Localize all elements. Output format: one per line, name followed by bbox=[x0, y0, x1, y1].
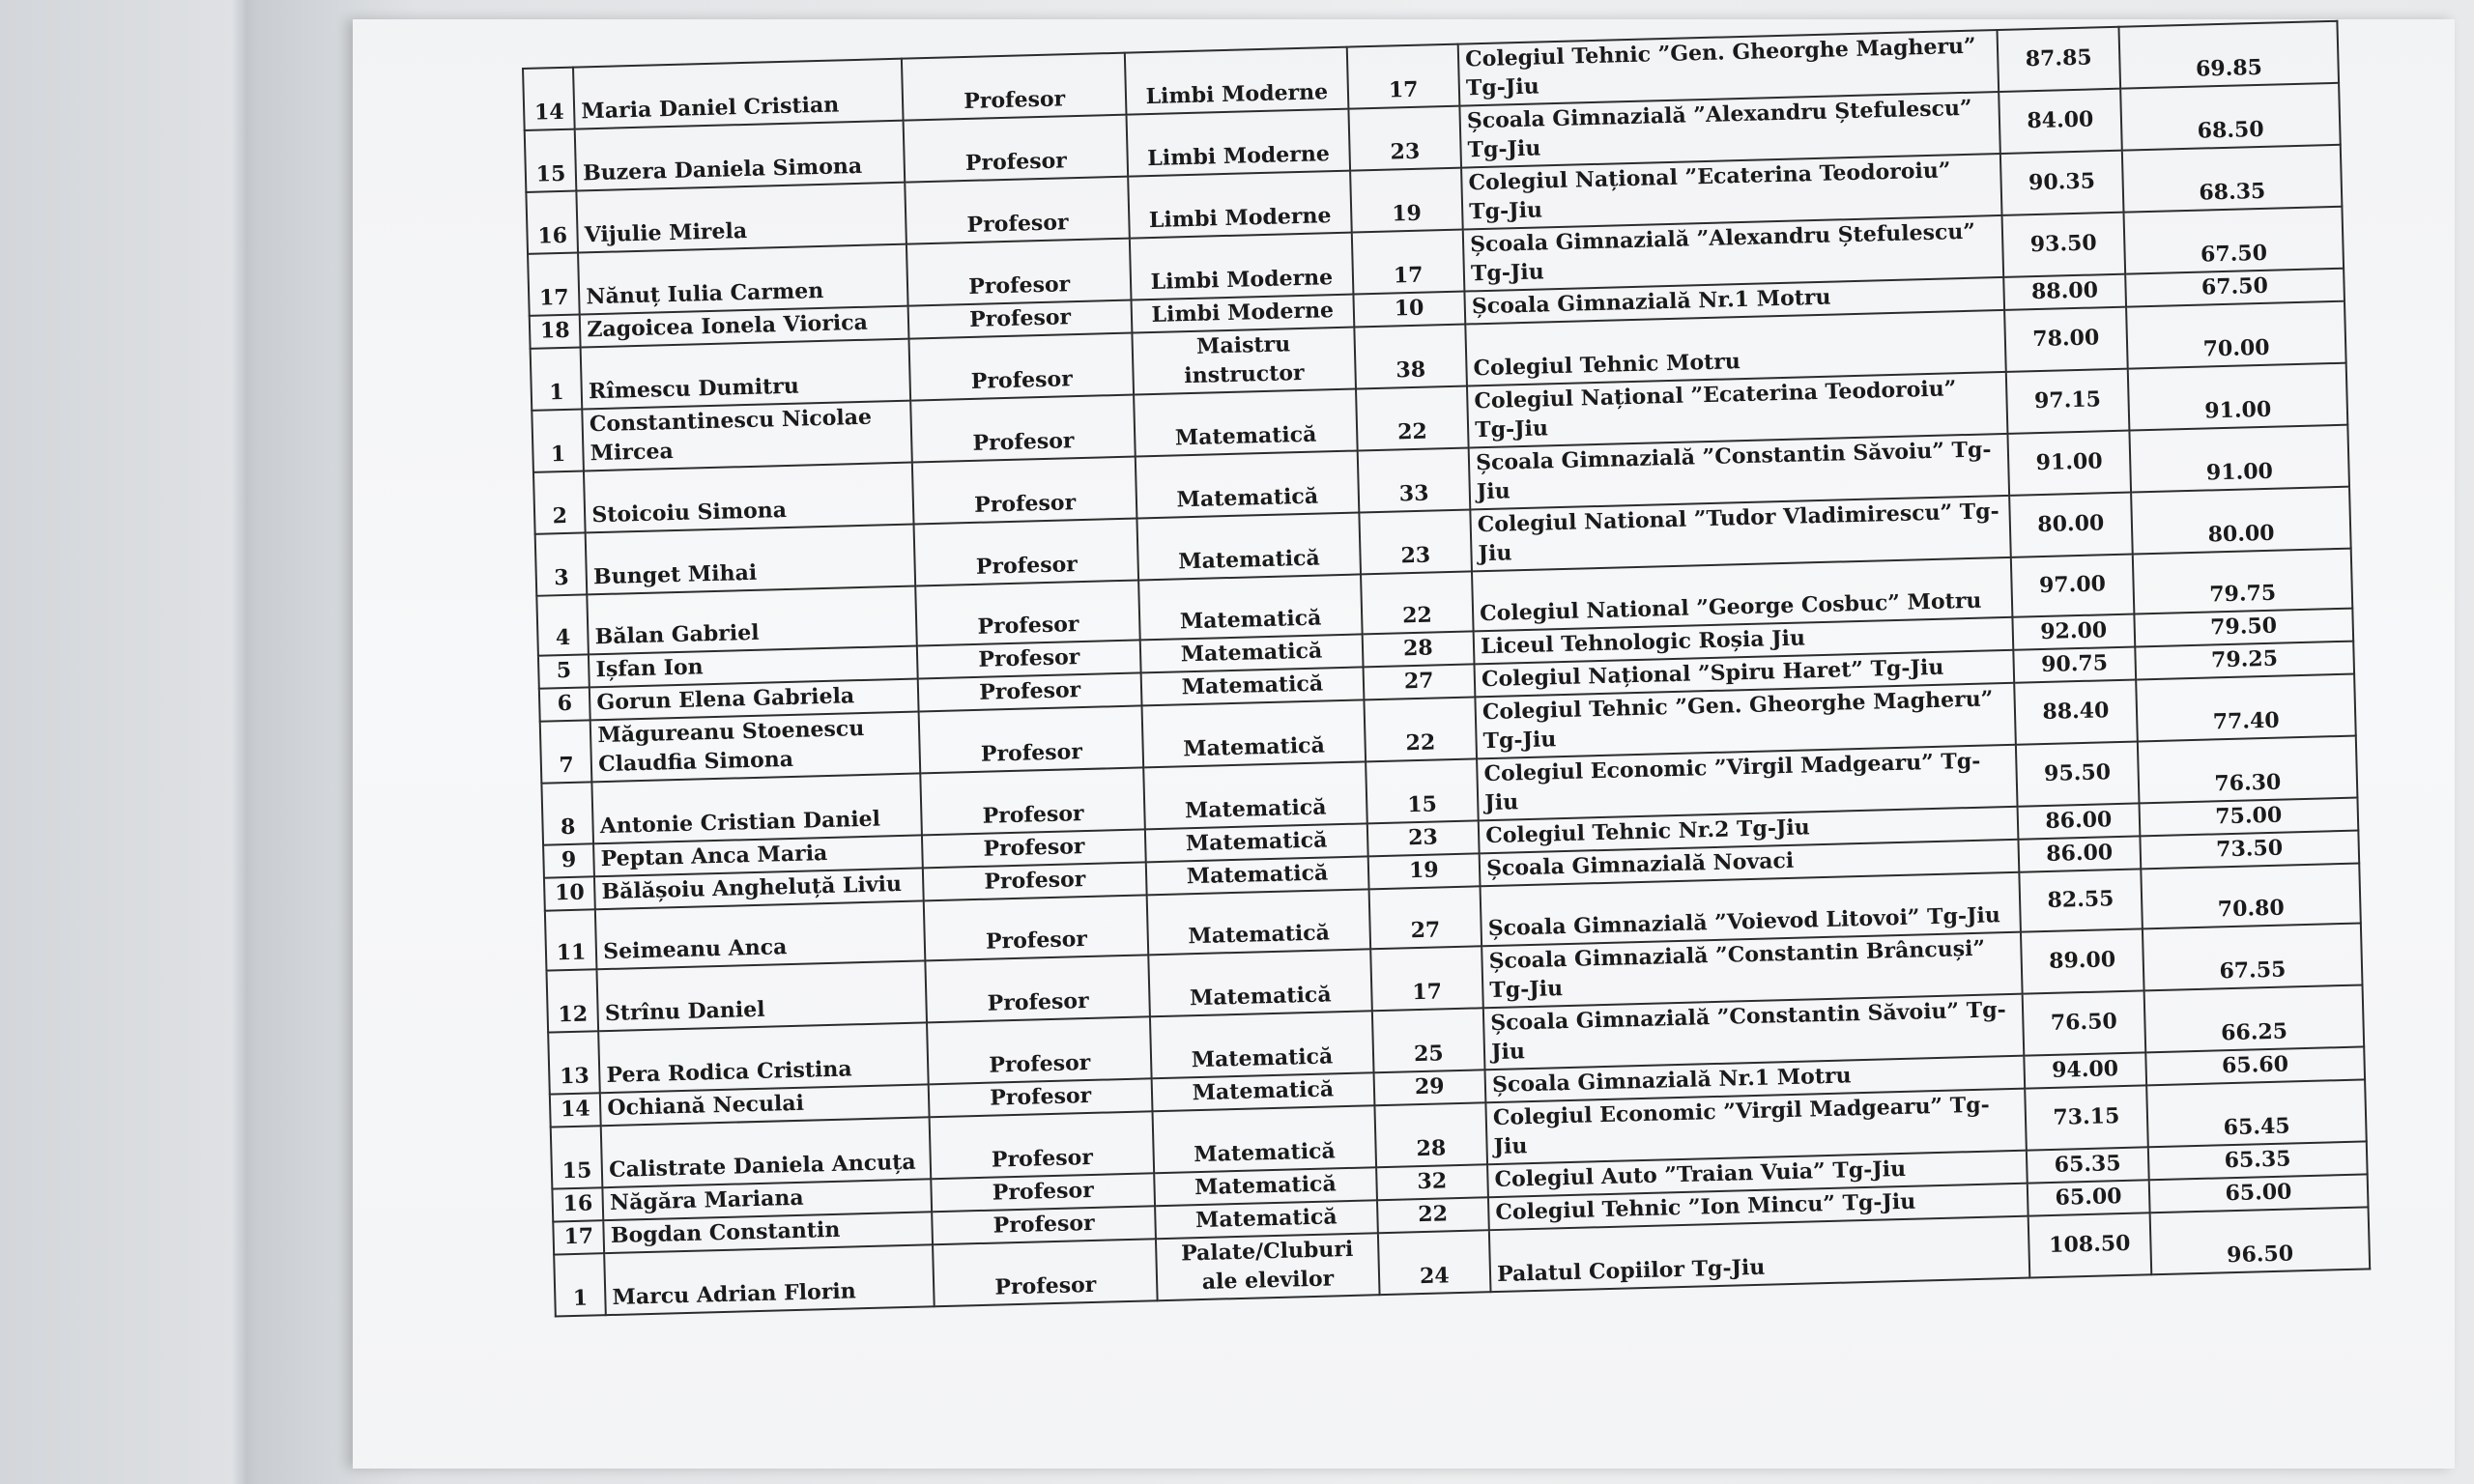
row-number: 9 bbox=[543, 843, 594, 877]
school-name: Școala Gimnazială ”Constantin Săvoiu” Tg-Jiu bbox=[1469, 434, 2009, 510]
teacher-function: Profesor bbox=[917, 640, 1141, 678]
school-name: Colegiul Tehnic Nr.2 Tg-Jiu bbox=[1479, 807, 2019, 854]
teaching-hours: 23 bbox=[1359, 509, 1472, 574]
teacher-specialty: Matematică bbox=[1153, 1105, 1376, 1173]
teaching-hours: 23 bbox=[1348, 106, 1461, 171]
score-first: 87.85 bbox=[1998, 27, 2120, 92]
teaching-hours: 32 bbox=[1376, 1164, 1488, 1200]
teacher-specialty: Matematică bbox=[1140, 634, 1363, 672]
score-first: 93.50 bbox=[2002, 213, 2125, 277]
row-number: 3 bbox=[535, 532, 588, 595]
score-first: 108.50 bbox=[2028, 1213, 2151, 1277]
teaching-hours: 28 bbox=[1374, 1102, 1487, 1167]
teacher-specialty: Matematică bbox=[1142, 699, 1366, 767]
school-name: Școala Gimnazială Novaci bbox=[1480, 840, 2020, 887]
teacher-specialty: Limbi Moderne bbox=[1132, 295, 1354, 333]
school-name: Colegiul Național ”Ecaterina Teodoroiu” Tg-Jiu bbox=[1467, 372, 2007, 448]
row-number: 14 bbox=[523, 68, 575, 130]
school-name: Școala Gimnazială ”Constantin Brâncuși” Tg-Jiu bbox=[1482, 932, 2022, 1009]
teacher-name: Constantinescu Nicolae Mircea bbox=[583, 401, 912, 471]
teacher-name: Peptan Anca Maria bbox=[593, 835, 923, 876]
teaching-hours: 19 bbox=[1367, 853, 1480, 889]
teacher-specialty: Maistru instructor bbox=[1133, 328, 1356, 395]
score-first: 76.50 bbox=[2023, 990, 2145, 1055]
teacher-results-table bbox=[522, 20, 2371, 1318]
teacher-specialty: Matematică bbox=[1141, 667, 1364, 705]
score-final: 68.50 bbox=[2120, 83, 2341, 151]
teacher-function: Profesor bbox=[910, 395, 1136, 463]
score-final: 66.25 bbox=[2143, 985, 2364, 1052]
score-first: 80.00 bbox=[2009, 493, 2132, 557]
teacher-name: Rîmescu Dumitru bbox=[581, 339, 910, 410]
school-name: Colegiul Auto ”Traian Vuia” Tg-Jiu bbox=[1487, 1151, 2028, 1198]
score-final: 77.40 bbox=[2136, 674, 2356, 742]
score-first: 84.00 bbox=[1999, 89, 2121, 154]
teacher-specialty: Matematică bbox=[1152, 1072, 1374, 1111]
row-number: 2 bbox=[533, 471, 586, 533]
teacher-name: Calistrate Daniela Ancuța bbox=[601, 1117, 931, 1187]
school-name: Liceul Tehnologic Roșia Jiu bbox=[1474, 617, 2014, 665]
teacher-name: Strînu Daniel bbox=[597, 960, 927, 1031]
score-first: 89.00 bbox=[2021, 928, 2143, 993]
score-final: 91.00 bbox=[2127, 363, 2347, 431]
teacher-name: Pera Rodica Cristina bbox=[598, 1022, 928, 1093]
school-name: Palatul Copiilor Tg-Jiu bbox=[1489, 1216, 2029, 1293]
row-number: 14 bbox=[550, 1093, 601, 1127]
score-final: 67.50 bbox=[2125, 269, 2345, 307]
score-first: 92.00 bbox=[2012, 614, 2135, 650]
teacher-function: Profesor bbox=[924, 895, 1149, 960]
school-name: Școala Gimnazială ”Alexandru Ștefulescu” Tg-Jiu bbox=[1463, 215, 2003, 292]
score-final: 65.60 bbox=[2145, 1046, 2365, 1085]
school-name: Colegiul Tehnic ”Gen. Gheorghe Magheru” Tg-Jiu bbox=[1475, 683, 2015, 759]
teacher-specialty: Matematică bbox=[1155, 1200, 1377, 1239]
teacher-function: Profesor bbox=[905, 177, 1130, 244]
teacher-specialty: Matematică bbox=[1149, 949, 1372, 1016]
teaching-hours: 22 bbox=[1364, 697, 1477, 761]
score-final: 70.80 bbox=[2141, 864, 2361, 929]
row-number: 15 bbox=[525, 129, 577, 192]
school-name: Colegiul Național ”Spiru Haret” Tg-Jiu bbox=[1475, 650, 2015, 698]
score-final: 65.35 bbox=[2148, 1141, 2368, 1180]
score-final: 68.35 bbox=[2122, 145, 2343, 213]
row-number: 17 bbox=[528, 253, 580, 316]
score-final: 67.50 bbox=[2123, 207, 2344, 274]
teacher-function: Profesor bbox=[908, 300, 1133, 339]
school-name: Colegiul Economic ”Virgil Madgearu” Tg-Jiu bbox=[1485, 1089, 2026, 1165]
score-first: 65.35 bbox=[2027, 1147, 2149, 1183]
row-number: 13 bbox=[548, 1031, 600, 1094]
teaching-hours: 27 bbox=[1363, 664, 1475, 699]
row-number: 8 bbox=[541, 782, 593, 844]
school-name: Colegiul Tehnic ”Gen. Gheorghe Magheru” Tg-Jiu bbox=[1458, 30, 1999, 106]
row-number: 15 bbox=[551, 1126, 603, 1188]
teacher-function: Profesor bbox=[914, 518, 1139, 585]
row-number: 7 bbox=[540, 720, 592, 783]
teacher-name: Bălan Gabriel bbox=[588, 586, 917, 655]
teacher-specialty: Matematică bbox=[1146, 856, 1368, 895]
teacher-specialty: Matematică bbox=[1136, 451, 1359, 519]
teaching-hours: 25 bbox=[1371, 1008, 1484, 1072]
score-final: 65.00 bbox=[2148, 1174, 2368, 1213]
teaching-hours: 17 bbox=[1370, 946, 1483, 1011]
teacher-name: Bogdan Constantin bbox=[604, 1212, 934, 1253]
teaching-hours: 24 bbox=[1377, 1230, 1490, 1295]
row-number: 1 bbox=[532, 409, 584, 471]
school-name: Școala Gimnazială ”Voievod Litovoi” Tg-Jiu bbox=[1481, 872, 2021, 947]
teaching-hours: 10 bbox=[1353, 292, 1465, 328]
score-first: 88.40 bbox=[2014, 680, 2137, 745]
teaching-hours: 22 bbox=[1361, 571, 1474, 634]
teacher-function: Profesor bbox=[902, 53, 1127, 121]
row-number: 17 bbox=[553, 1220, 604, 1254]
teacher-specialty: Limbi Moderne bbox=[1130, 233, 1353, 300]
teacher-name: Marcu Adrian Florin bbox=[604, 1244, 934, 1315]
score-first: 86.00 bbox=[2018, 803, 2141, 839]
teacher-name: Zagoicea Ionela Viorica bbox=[580, 306, 909, 348]
teacher-specialty: Matematică bbox=[1134, 389, 1357, 457]
teacher-name: Seimeanu Anca bbox=[595, 900, 925, 969]
teacher-function: Profesor bbox=[922, 829, 1146, 868]
teacher-specialty: Limbi Moderne bbox=[1127, 109, 1350, 177]
score-first: 95.50 bbox=[2016, 741, 2139, 806]
score-final: 69.85 bbox=[2118, 21, 2339, 89]
row-number: 11 bbox=[545, 909, 597, 970]
row-number: 1 bbox=[531, 348, 583, 411]
school-name: Colegiul Tehnic Motru bbox=[1465, 310, 2005, 386]
row-number: 12 bbox=[546, 969, 598, 1032]
teacher-specialty: Matematică bbox=[1138, 574, 1362, 640]
score-final: 80.00 bbox=[2131, 487, 2351, 555]
table-body bbox=[523, 21, 2370, 1317]
school-name: Școala Gimnazială ”Alexandru Ștefulescu” Tg-Jiu bbox=[1459, 92, 1999, 168]
teacher-function: Profesor bbox=[929, 1078, 1153, 1117]
row-number: 18 bbox=[530, 315, 581, 349]
school-name: Colegiul National ”George Cosbuc” Motru bbox=[1472, 557, 2012, 632]
school-name: Colegiul Tehnic ”Ion Mincu” Tg-Jiu bbox=[1488, 1184, 2028, 1231]
teacher-function: Profesor bbox=[925, 955, 1150, 1022]
school-name: Școala Gimnazială ”Constantin Săvoiu” Tg-Jiu bbox=[1483, 994, 2024, 1070]
teaching-hours: 17 bbox=[1346, 44, 1459, 109]
teacher-function: Profesor bbox=[906, 239, 1132, 306]
teacher-name: Bălășoiu Angheluță Liviu bbox=[594, 868, 924, 909]
row-number: 6 bbox=[539, 687, 590, 721]
teacher-function: Profesor bbox=[919, 705, 1144, 773]
teaching-hours: 29 bbox=[1373, 1070, 1485, 1105]
teacher-name: Vijulie Mirela bbox=[577, 183, 906, 253]
teacher-specialty: Matematică bbox=[1147, 889, 1370, 955]
teacher-function: Profesor bbox=[933, 1239, 1158, 1306]
score-final: 76.30 bbox=[2138, 736, 2358, 804]
school-name: Colegiul National ”Tudor Vladimirescu” Tg-Jiu bbox=[1470, 496, 2010, 572]
score-final: 65.45 bbox=[2146, 1079, 2367, 1147]
teaching-hours: 15 bbox=[1366, 758, 1479, 823]
teacher-specialty: Limbi Moderne bbox=[1125, 47, 1348, 115]
score-first: 90.35 bbox=[2000, 151, 2123, 215]
teaching-hours: 38 bbox=[1354, 325, 1467, 389]
teacher-name: Ochiană Neculai bbox=[600, 1084, 930, 1126]
teacher-function: Profesor bbox=[912, 457, 1137, 525]
teacher-name: Năgăra Mariana bbox=[603, 1179, 933, 1220]
score-first: 97.00 bbox=[2011, 555, 2134, 617]
teacher-specialty: Palate/Cluburi ale elevilor bbox=[1156, 1233, 1379, 1300]
teacher-name: Stoicoiu Simona bbox=[584, 463, 913, 533]
teacher-specialty: Matematică bbox=[1150, 1011, 1373, 1078]
teacher-name: Maria Daniel Cristian bbox=[573, 59, 903, 129]
score-final: 75.00 bbox=[2139, 798, 2358, 837]
score-final: 73.50 bbox=[2140, 831, 2359, 870]
score-first: 90.75 bbox=[2013, 647, 2136, 683]
school-name: Școala Gimnazială Nr.1 Motru bbox=[1485, 1056, 2026, 1103]
teacher-specialty: Limbi Moderne bbox=[1128, 171, 1351, 239]
teacher-function: Profesor bbox=[918, 672, 1142, 711]
teacher-function: Profesor bbox=[904, 115, 1129, 183]
teacher-function: Profesor bbox=[931, 1173, 1155, 1212]
teacher-name: Măgureanu Stoenescu Claudfia Simona bbox=[590, 711, 920, 782]
score-final: 91.00 bbox=[2129, 425, 2349, 493]
teaching-hours: 27 bbox=[1368, 886, 1482, 949]
score-final: 79.50 bbox=[2134, 609, 2353, 647]
score-final: 79.25 bbox=[2135, 642, 2354, 680]
score-first: 97.15 bbox=[2006, 369, 2129, 434]
teaching-hours: 19 bbox=[1350, 168, 1463, 233]
score-first: 78.00 bbox=[2004, 307, 2127, 372]
row-number: 16 bbox=[552, 1187, 603, 1221]
row-number: 1 bbox=[554, 1253, 606, 1316]
teacher-specialty: Matematică bbox=[1145, 823, 1367, 862]
row-number: 4 bbox=[536, 594, 589, 655]
school-name: Școala Gimnazială Nr.1 Motru bbox=[1465, 277, 2005, 325]
score-first: 86.00 bbox=[2019, 836, 2142, 871]
row-number: 10 bbox=[544, 876, 595, 910]
teaching-hours: 22 bbox=[1376, 1197, 1488, 1233]
teacher-specialty: Matematică bbox=[1137, 512, 1361, 580]
teacher-function: Profesor bbox=[932, 1206, 1156, 1244]
teaching-hours: 33 bbox=[1357, 447, 1470, 512]
score-final: 70.00 bbox=[2126, 301, 2346, 369]
teacher-name: Buzera Daniela Simona bbox=[575, 121, 905, 191]
school-name: Colegiul Economic ”Virgil Madgearu” Tg-Jiu bbox=[1477, 745, 2017, 821]
teacher-function: Profesor bbox=[909, 333, 1135, 401]
teacher-specialty: Matematică bbox=[1143, 761, 1366, 829]
score-first: 94.00 bbox=[2024, 1052, 2146, 1088]
score-first: 65.00 bbox=[2028, 1180, 2150, 1215]
teacher-function: Profesor bbox=[923, 862, 1147, 900]
teaching-hours: 28 bbox=[1362, 631, 1474, 667]
score-first: 73.15 bbox=[2025, 1085, 2147, 1150]
teaching-hours: 23 bbox=[1366, 820, 1479, 856]
teacher-name: Nănuț Iulia Carmen bbox=[578, 244, 907, 315]
teacher-name: Antonie Cristian Daniel bbox=[592, 773, 922, 843]
teacher-function: Profesor bbox=[920, 767, 1145, 835]
row-number: 5 bbox=[538, 654, 590, 688]
teaching-hours: 22 bbox=[1356, 386, 1469, 451]
score-first: 91.00 bbox=[2008, 431, 2131, 496]
teacher-function: Profesor bbox=[930, 1111, 1155, 1179]
score-final: 79.75 bbox=[2132, 549, 2352, 614]
teaching-hours: 17 bbox=[1351, 230, 1464, 295]
score-first: 82.55 bbox=[2019, 869, 2142, 931]
teacher-name: Gorun Elena Gabriela bbox=[590, 678, 919, 720]
score-final: 67.55 bbox=[2143, 923, 2363, 990]
teacher-name: Bunget Mihai bbox=[586, 525, 915, 595]
score-first: 88.00 bbox=[2003, 274, 2126, 310]
teacher-specialty: Matematică bbox=[1154, 1167, 1376, 1206]
teacher-name: Ișfan Ion bbox=[589, 646, 918, 688]
school-name: Colegiul Național ”Ecaterina Teodoroiu” Tg-Jiu bbox=[1461, 154, 2001, 230]
score-final: 96.50 bbox=[2149, 1207, 2370, 1274]
teacher-function: Profesor bbox=[915, 580, 1140, 645]
row-number: 16 bbox=[526, 191, 578, 254]
teacher-function: Profesor bbox=[927, 1016, 1152, 1084]
